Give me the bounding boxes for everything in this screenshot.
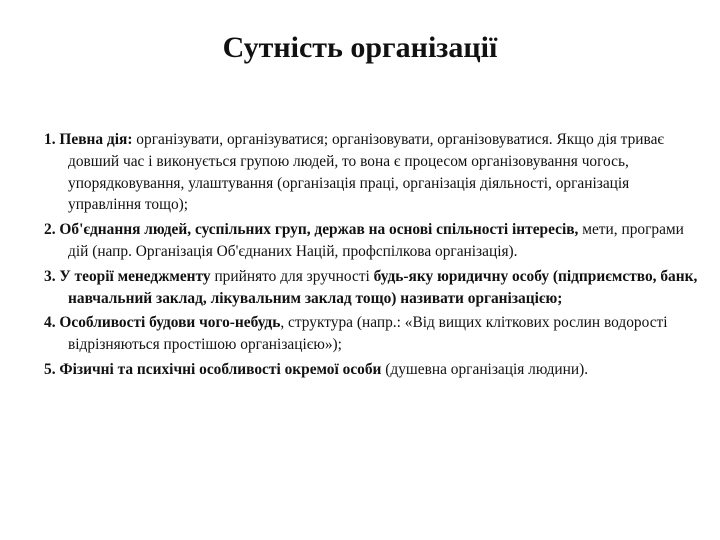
item-number: 5. <box>44 360 56 378</box>
list-item <box>44 266 704 310</box>
item-number: 1. <box>44 131 56 148</box>
slide-title: Сутність організації <box>222 31 498 64</box>
item-number: 4. <box>44 314 56 332</box>
item-term: Певна дія: <box>59 131 133 148</box>
item-text: , структура (напр.: «Від вищих кліткових рослин водорості відрізняються простішою організацією»); <box>68 314 668 354</box>
item-term-emphasis: будь-яку юридичну особу (підприємство, банк, навчальний заклад, лікувальним заклад тощо) називати організацією; <box>68 267 698 307</box>
list-item <box>44 129 704 216</box>
item-text: організувати, організуватися; організовувати, організовуватися. Якщо дія триває довший час і виконується групою людей, то вона є процесом організовування чогось, упорядковування, улаштування (організація праці, організація діяльності, організація управління тощо); <box>68 131 665 214</box>
item-term: Особливості будови чого-небудь <box>59 314 281 332</box>
item-text: мети, програми дій (напр. Організація Об'єднаних Націй, профспілкова організація). <box>68 221 684 260</box>
item-term: Об'єднання людей, суспільних груп, держав на основі спільності інтересів, <box>59 221 579 239</box>
list-item <box>44 312 704 356</box>
definition-list <box>44 129 704 384</box>
list-item <box>44 219 704 263</box>
item-text: (душевна організація людини). <box>381 360 589 378</box>
list-item <box>44 359 704 381</box>
item-text: прийнято для зручності <box>210 267 374 285</box>
item-number: 3. <box>44 267 56 285</box>
item-term: У теорії менеджменту <box>59 267 211 285</box>
item-term: Фізичні та психічні особливості окремої особи <box>59 360 382 378</box>
item-number: 2. <box>44 221 56 239</box>
